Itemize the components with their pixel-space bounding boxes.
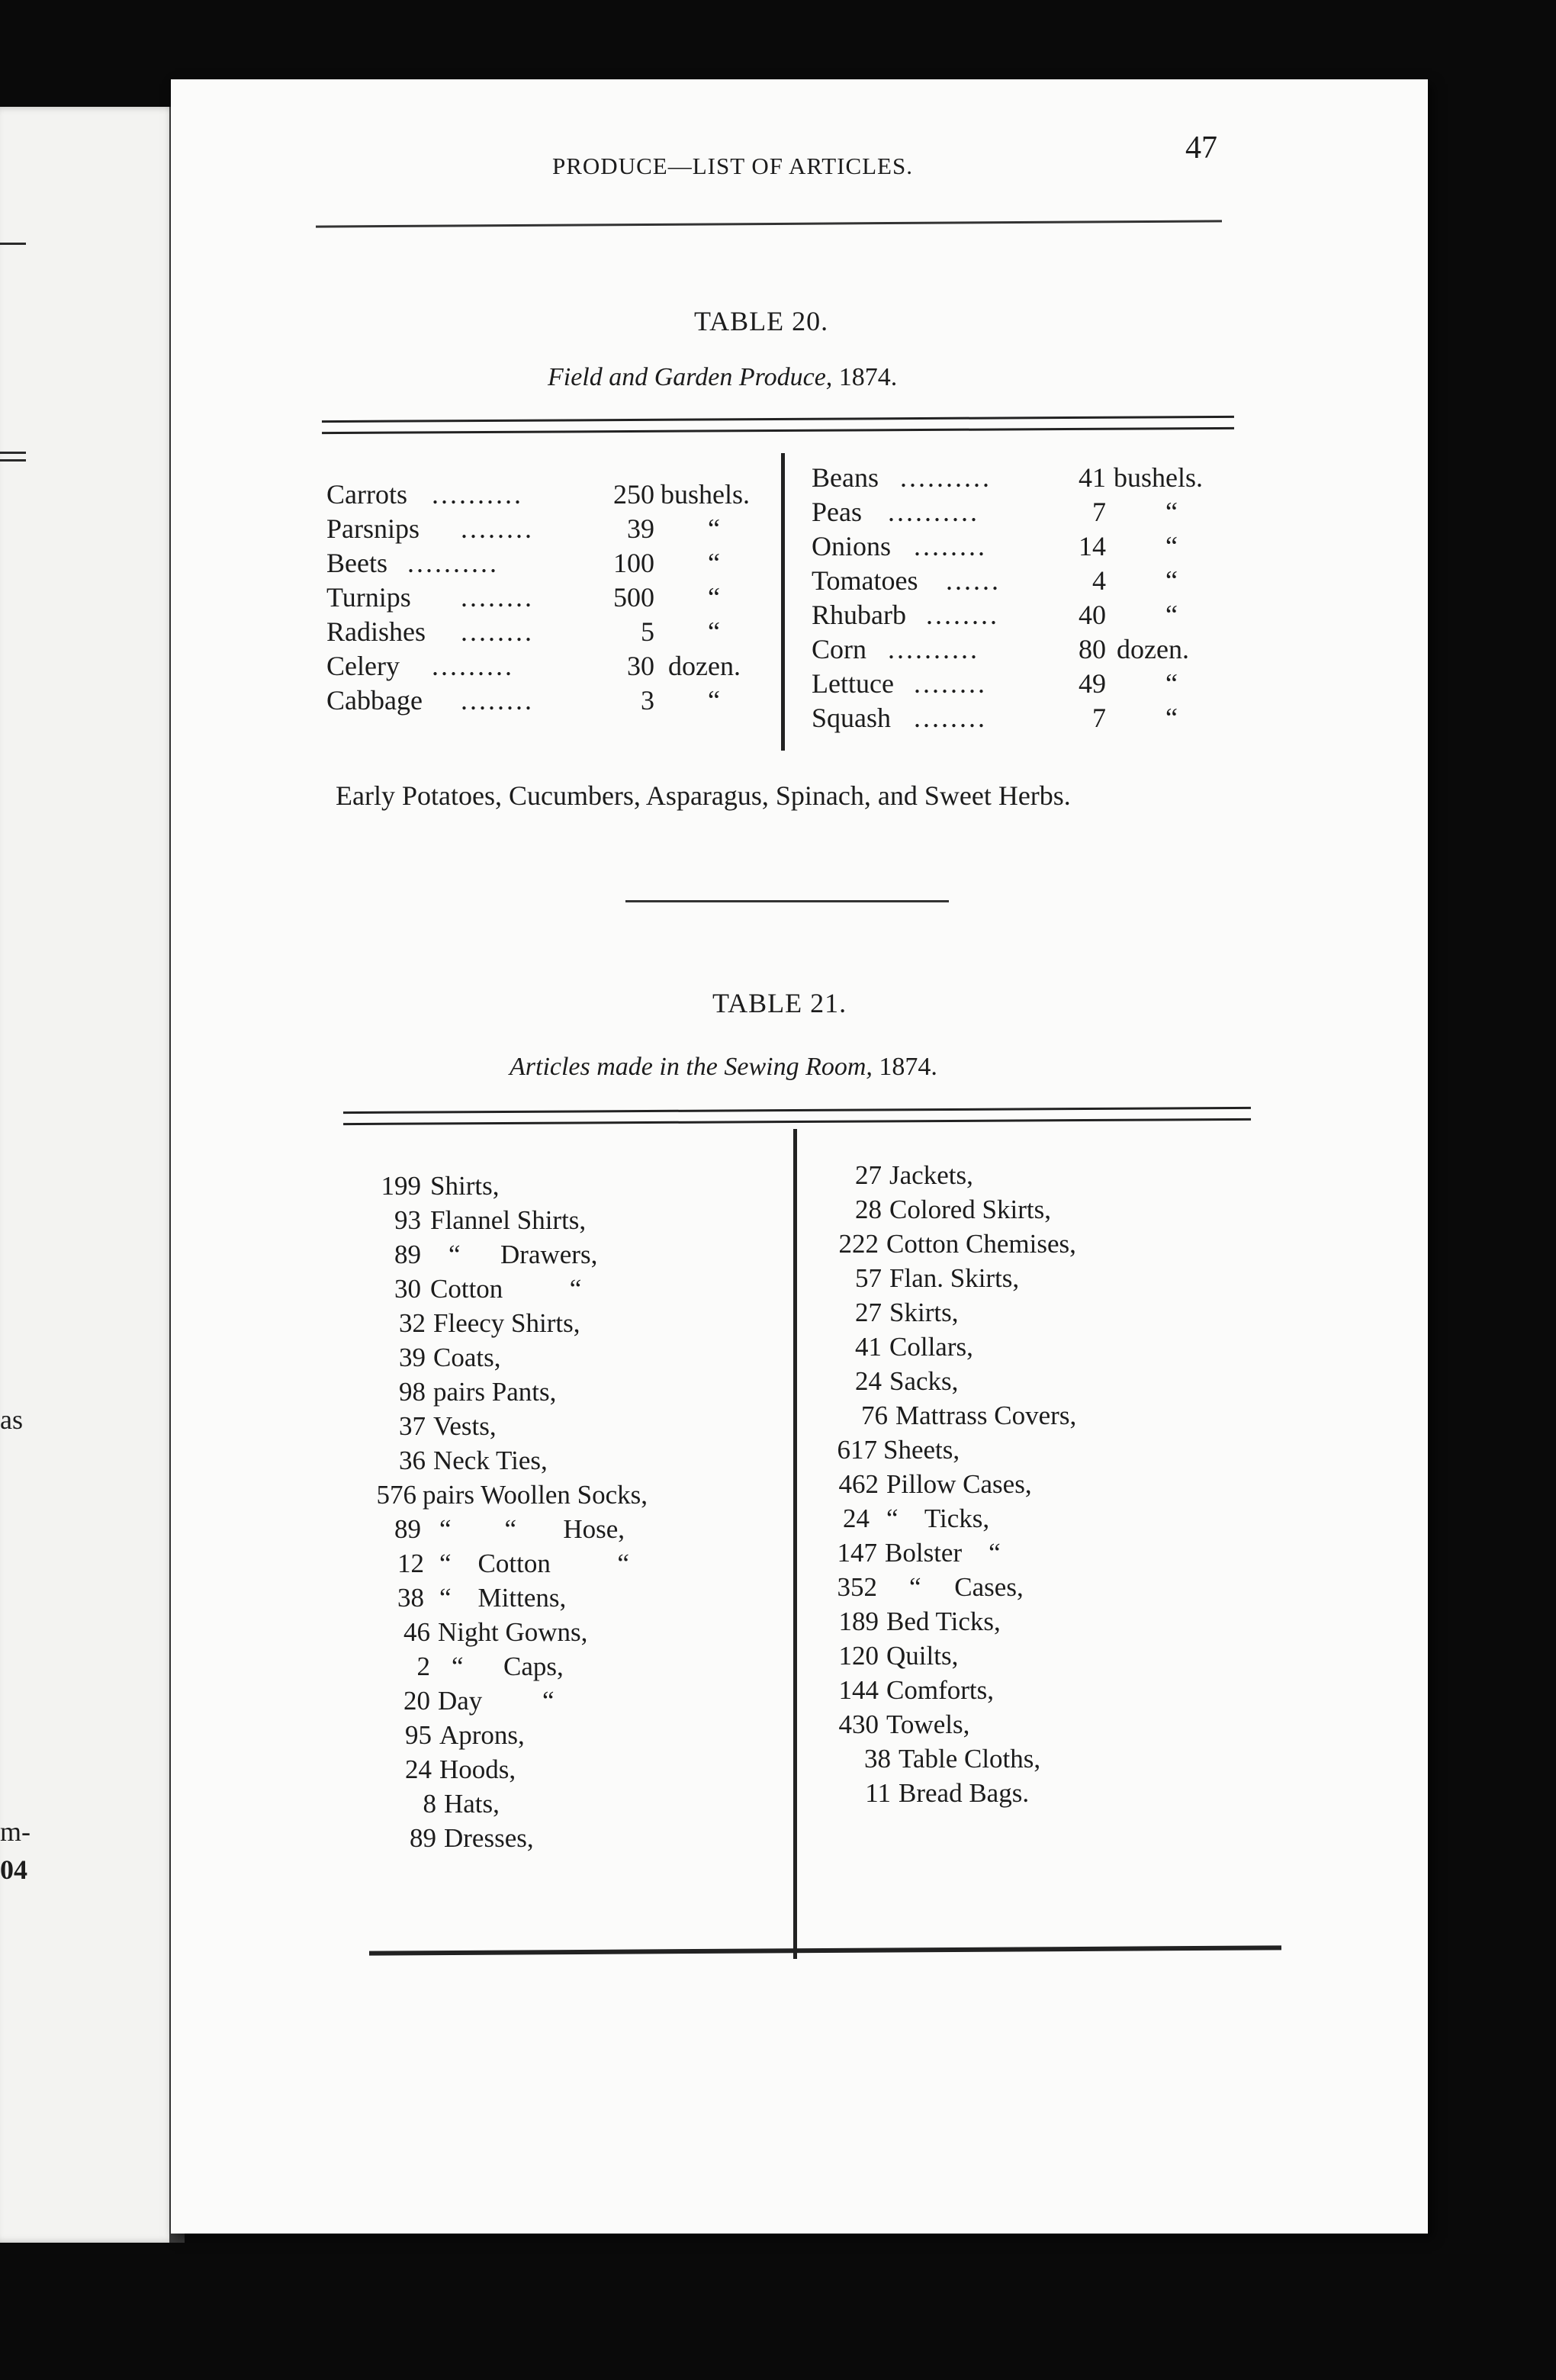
sewing-row: [357, 1752, 784, 1787]
item-name: Skirts,: [889, 1298, 959, 1327]
item-name: Collars,: [889, 1332, 973, 1362]
table-21-caption-text: Articles made in the Sewing Room,: [510, 1053, 873, 1081]
item-quantity: 37: [399, 1411, 426, 1441]
produce-row: [326, 683, 769, 718]
table-21-bottom-rule: [369, 1945, 1281, 1955]
item-quantity: 462: [838, 1469, 879, 1499]
dot-leader: ........: [461, 582, 534, 613]
item-name: Flannel Shirts,: [430, 1205, 587, 1235]
produce-quantity: 49: [1079, 668, 1106, 699]
sewing-row: [357, 1787, 784, 1821]
item-name: Cotton “: [430, 1274, 582, 1304]
item-name: “ Cases,: [909, 1572, 1024, 1602]
produce-name: Peas: [812, 497, 862, 527]
sewing-row: [818, 1501, 1260, 1536]
table-20-heading: TABLE 20.: [694, 306, 829, 336]
book-page: [171, 79, 1428, 2234]
produce-unit: “: [708, 685, 720, 716]
item-name: Night Gowns,: [438, 1617, 588, 1647]
item-quantity: 38: [397, 1583, 424, 1613]
sewing-row: [818, 1604, 1260, 1639]
item-name: Hats,: [444, 1789, 500, 1819]
item-name: Fleecy Shirts,: [433, 1308, 580, 1338]
item-quantity: 93: [394, 1205, 421, 1235]
produce-name: Beets: [326, 548, 387, 578]
sewing-row: [357, 1375, 784, 1409]
table-20-caption-year: 1874.: [838, 363, 898, 391]
produce-unit: “: [1165, 600, 1178, 630]
item-name: Neck Ties,: [433, 1446, 548, 1475]
dot-leader: ........: [926, 600, 999, 630]
produce-quantity: 100: [613, 548, 654, 578]
item-name: pairs Woollen Socks,: [423, 1480, 648, 1510]
produce-name: Cabbage: [326, 685, 423, 716]
table-20-right-column: [812, 461, 1239, 735]
produce-quantity: 80: [1079, 634, 1106, 664]
produce-row: [812, 667, 1239, 701]
item-name: Bed Ticks,: [886, 1606, 1001, 1636]
produce-unit: bushels.: [1114, 462, 1203, 493]
item-quantity: 32: [399, 1308, 426, 1338]
item-name: Cotton Chemises,: [886, 1229, 1076, 1259]
item-name: “ “ Hose,: [439, 1514, 625, 1544]
produce-unit: “: [1165, 531, 1178, 561]
produce-quantity: 3: [641, 685, 654, 716]
sewing-row: [818, 1398, 1260, 1433]
produce-name: Squash: [812, 703, 892, 733]
produce-unit: “: [708, 616, 720, 647]
sewing-row: [357, 1821, 784, 1855]
produce-quantity: 7: [1092, 703, 1106, 733]
sewing-row: [357, 1340, 784, 1375]
item-name: Mattrass Covers,: [895, 1401, 1077, 1430]
sewing-row: [357, 1237, 784, 1272]
produce-quantity: 41: [1079, 462, 1106, 493]
item-name: pairs Pants,: [433, 1377, 557, 1407]
item-quantity: 430: [838, 1709, 879, 1739]
item-quantity: 95: [405, 1720, 432, 1750]
item-quantity: 57: [855, 1263, 882, 1293]
item-name: Pillow Cases,: [886, 1469, 1032, 1499]
item-name: “ Cotton “: [439, 1549, 629, 1578]
item-quantity: 144: [838, 1675, 879, 1705]
produce-quantity: 14: [1079, 531, 1106, 561]
item-quantity: 28: [855, 1195, 882, 1224]
item-name: “ Caps,: [452, 1652, 564, 1681]
produce-row: [326, 478, 769, 512]
item-quantity: 89: [410, 1823, 436, 1853]
left-page-fragment: as: [0, 1404, 23, 1435]
item-quantity: 41: [855, 1332, 882, 1362]
sewing-row: [818, 1707, 1260, 1742]
table-20-column-divider: [781, 453, 785, 751]
item-name: Comforts,: [886, 1675, 994, 1705]
dot-leader: ..........: [888, 497, 979, 527]
dot-leader: ..........: [900, 462, 992, 493]
sewing-row: [818, 1776, 1260, 1810]
item-quantity: 27: [855, 1160, 882, 1190]
dot-leader: ......: [946, 565, 1001, 596]
dot-leader: ..........: [432, 479, 523, 510]
dot-leader: .........: [432, 651, 514, 681]
sewing-row: [357, 1684, 784, 1718]
sewing-row: [818, 1192, 1260, 1227]
produce-unit: “: [1165, 497, 1178, 527]
table-21-right-column: [818, 1158, 1260, 1810]
sewing-row: [818, 1158, 1260, 1192]
produce-row: [326, 615, 769, 649]
produce-row: [326, 649, 769, 683]
sewing-row: [357, 1306, 784, 1340]
produce-name: Celery: [326, 651, 400, 681]
sewing-row: [357, 1272, 784, 1306]
item-quantity: 617: [837, 1435, 877, 1465]
produce-name: Corn: [812, 634, 866, 664]
sewing-row: [818, 1536, 1260, 1570]
item-quantity: 8: [423, 1789, 436, 1819]
dot-leader: ........: [914, 531, 987, 561]
produce-name: Parsnips: [326, 513, 420, 544]
sewing-row: [357, 1443, 784, 1478]
produce-quantity: 39: [627, 513, 654, 544]
table-21-top-rule: [343, 1107, 1251, 1125]
item-quantity: 89: [394, 1514, 421, 1544]
item-name: Towels,: [886, 1709, 970, 1739]
item-name: Coats,: [433, 1343, 501, 1372]
item-name: Hoods,: [439, 1754, 516, 1784]
produce-quantity: 500: [613, 582, 654, 613]
produce-row: [812, 529, 1239, 564]
produce-unit: “: [708, 548, 720, 578]
item-name: Quilts,: [886, 1641, 959, 1671]
dot-leader: ........: [461, 616, 534, 647]
left-page-double-rule-bottom: [0, 459, 26, 462]
item-name: “ Drawers,: [448, 1240, 598, 1269]
sewing-row: [818, 1467, 1260, 1501]
left-page-fragment: m-: [0, 1816, 31, 1847]
item-name: Flan. Skirts,: [889, 1263, 1020, 1293]
item-quantity: 46: [403, 1617, 430, 1647]
produce-row: [326, 581, 769, 615]
item-quantity: 352: [837, 1572, 877, 1602]
sewing-row: [818, 1295, 1260, 1330]
dot-leader: ........: [461, 513, 534, 544]
sewing-row: [357, 1718, 784, 1752]
produce-unit: dozen.: [1117, 634, 1189, 664]
sewing-row: [357, 1409, 784, 1443]
produce-unit: “: [1165, 668, 1178, 699]
dot-leader: ..........: [888, 634, 979, 664]
sewing-row: [357, 1478, 784, 1512]
table-21-heading: TABLE 21.: [712, 988, 847, 1018]
item-quantity: 38: [864, 1744, 891, 1774]
sewing-row: [818, 1673, 1260, 1707]
sewing-row: [818, 1433, 1260, 1467]
sewing-row: [818, 1742, 1260, 1776]
item-quantity: 36: [399, 1446, 426, 1475]
item-quantity: 24: [843, 1504, 870, 1533]
table-21-column-divider: [793, 1129, 797, 1959]
item-name: Aprons,: [439, 1720, 525, 1750]
item-quantity: 39: [399, 1343, 426, 1372]
item-name: Day “: [438, 1686, 555, 1716]
sewing-row: [818, 1261, 1260, 1295]
item-quantity: 120: [838, 1641, 879, 1671]
produce-row: [812, 461, 1239, 495]
item-name: Dresses,: [444, 1823, 534, 1853]
item-name: Bolster “: [885, 1538, 1001, 1568]
item-quantity: 24: [855, 1366, 882, 1396]
sewing-row: [357, 1615, 784, 1649]
item-name: Sheets,: [883, 1435, 960, 1465]
produce-row: [812, 495, 1239, 529]
page-number: 47: [1185, 130, 1217, 166]
item-quantity: 2: [416, 1652, 430, 1681]
produce-row: [326, 546, 769, 581]
produce-name: Tomatoes: [812, 565, 918, 596]
item-quantity: 89: [394, 1240, 421, 1269]
sewing-row: [818, 1227, 1260, 1261]
sewing-row: [357, 1649, 784, 1684]
sewing-row: [357, 1546, 784, 1581]
produce-name: Radishes: [326, 616, 426, 647]
item-quantity: 11: [865, 1778, 891, 1808]
item-quantity: 189: [838, 1606, 879, 1636]
produce-unit: “: [1165, 565, 1178, 596]
item-name: Bread Bags.: [899, 1778, 1030, 1808]
header-rule: [316, 220, 1222, 227]
item-quantity: 576: [376, 1480, 416, 1510]
produce-unit: dozen.: [668, 651, 741, 681]
dot-leader: ........: [914, 668, 987, 699]
produce-name: Beans: [812, 462, 879, 493]
left-page-double-rule-top: [0, 452, 26, 454]
left-page-rule: [0, 243, 26, 245]
produce-row: [812, 632, 1239, 667]
item-name: Vests,: [433, 1411, 497, 1441]
produce-quantity: 250: [613, 479, 654, 510]
dot-leader: ........: [914, 703, 987, 733]
produce-row: [812, 701, 1239, 735]
item-quantity: 98: [399, 1377, 426, 1407]
table-21-caption: [510, 1053, 937, 1082]
table-20-footnote: Early Potatoes, Cucumbers, Asparagus, Spinach, and Sweet Herbs.: [336, 780, 1071, 811]
produce-quantity: 5: [641, 616, 654, 647]
table-20-caption-text: Field and Garden Produce,: [548, 363, 833, 391]
sewing-row: [818, 1364, 1260, 1398]
produce-name: Turnips: [326, 582, 411, 613]
sewing-row: [818, 1330, 1260, 1364]
item-quantity: 76: [861, 1401, 888, 1430]
produce-quantity: 4: [1092, 565, 1106, 596]
item-quantity: 27: [855, 1298, 882, 1327]
sewing-row: [357, 1169, 784, 1203]
produce-name: Carrots: [326, 479, 407, 510]
produce-name: Rhubarb: [812, 600, 906, 630]
produce-row: [326, 512, 769, 546]
sewing-row: [357, 1581, 784, 1615]
sewing-row: [818, 1639, 1260, 1673]
item-quantity: 147: [837, 1538, 877, 1568]
item-quantity: 12: [397, 1549, 424, 1578]
item-quantity: 24: [405, 1754, 432, 1784]
item-name: Jackets,: [889, 1160, 973, 1190]
table-20-left-column: [326, 478, 769, 718]
table-20-top-rule: [322, 416, 1234, 434]
item-quantity: 222: [838, 1229, 879, 1259]
produce-unit: “: [708, 582, 720, 613]
item-name: Table Cloths,: [899, 1744, 1041, 1774]
produce-name: Lettuce: [812, 668, 894, 699]
item-name: Sacks,: [889, 1366, 959, 1396]
produce-row: [812, 564, 1239, 598]
sewing-row: [357, 1512, 784, 1546]
table-21-caption-year: 1874.: [879, 1053, 937, 1081]
sewing-row: [818, 1570, 1260, 1604]
dot-leader: ..........: [407, 548, 499, 578]
section-divider: [625, 900, 949, 902]
produce-unit: “: [1165, 703, 1178, 733]
produce-unit: bushels.: [661, 479, 750, 510]
item-name: “ Mittens,: [439, 1583, 567, 1613]
produce-row: [812, 598, 1239, 632]
left-page-fragment: 04: [0, 1854, 27, 1885]
item-name: “ Ticks,: [886, 1504, 990, 1533]
table-21-left-column: [357, 1169, 784, 1855]
sewing-row: [357, 1203, 784, 1237]
item-quantity: 20: [403, 1686, 430, 1716]
left-page-edge: [0, 107, 183, 2243]
produce-quantity: 7: [1092, 497, 1106, 527]
item-name: Colored Skirts,: [889, 1195, 1051, 1224]
item-name: Shirts,: [430, 1171, 500, 1201]
item-quantity: 199: [381, 1171, 421, 1201]
produce-quantity: 30: [627, 651, 654, 681]
produce-unit: “: [708, 513, 720, 544]
running-head: PRODUCE—LIST OF ARTICLES.: [552, 153, 913, 179]
dot-leader: ........: [461, 685, 534, 716]
table-20-caption: [548, 363, 897, 392]
item-quantity: 30: [394, 1274, 421, 1304]
produce-quantity: 40: [1079, 600, 1106, 630]
produce-name: Onions: [812, 531, 892, 561]
